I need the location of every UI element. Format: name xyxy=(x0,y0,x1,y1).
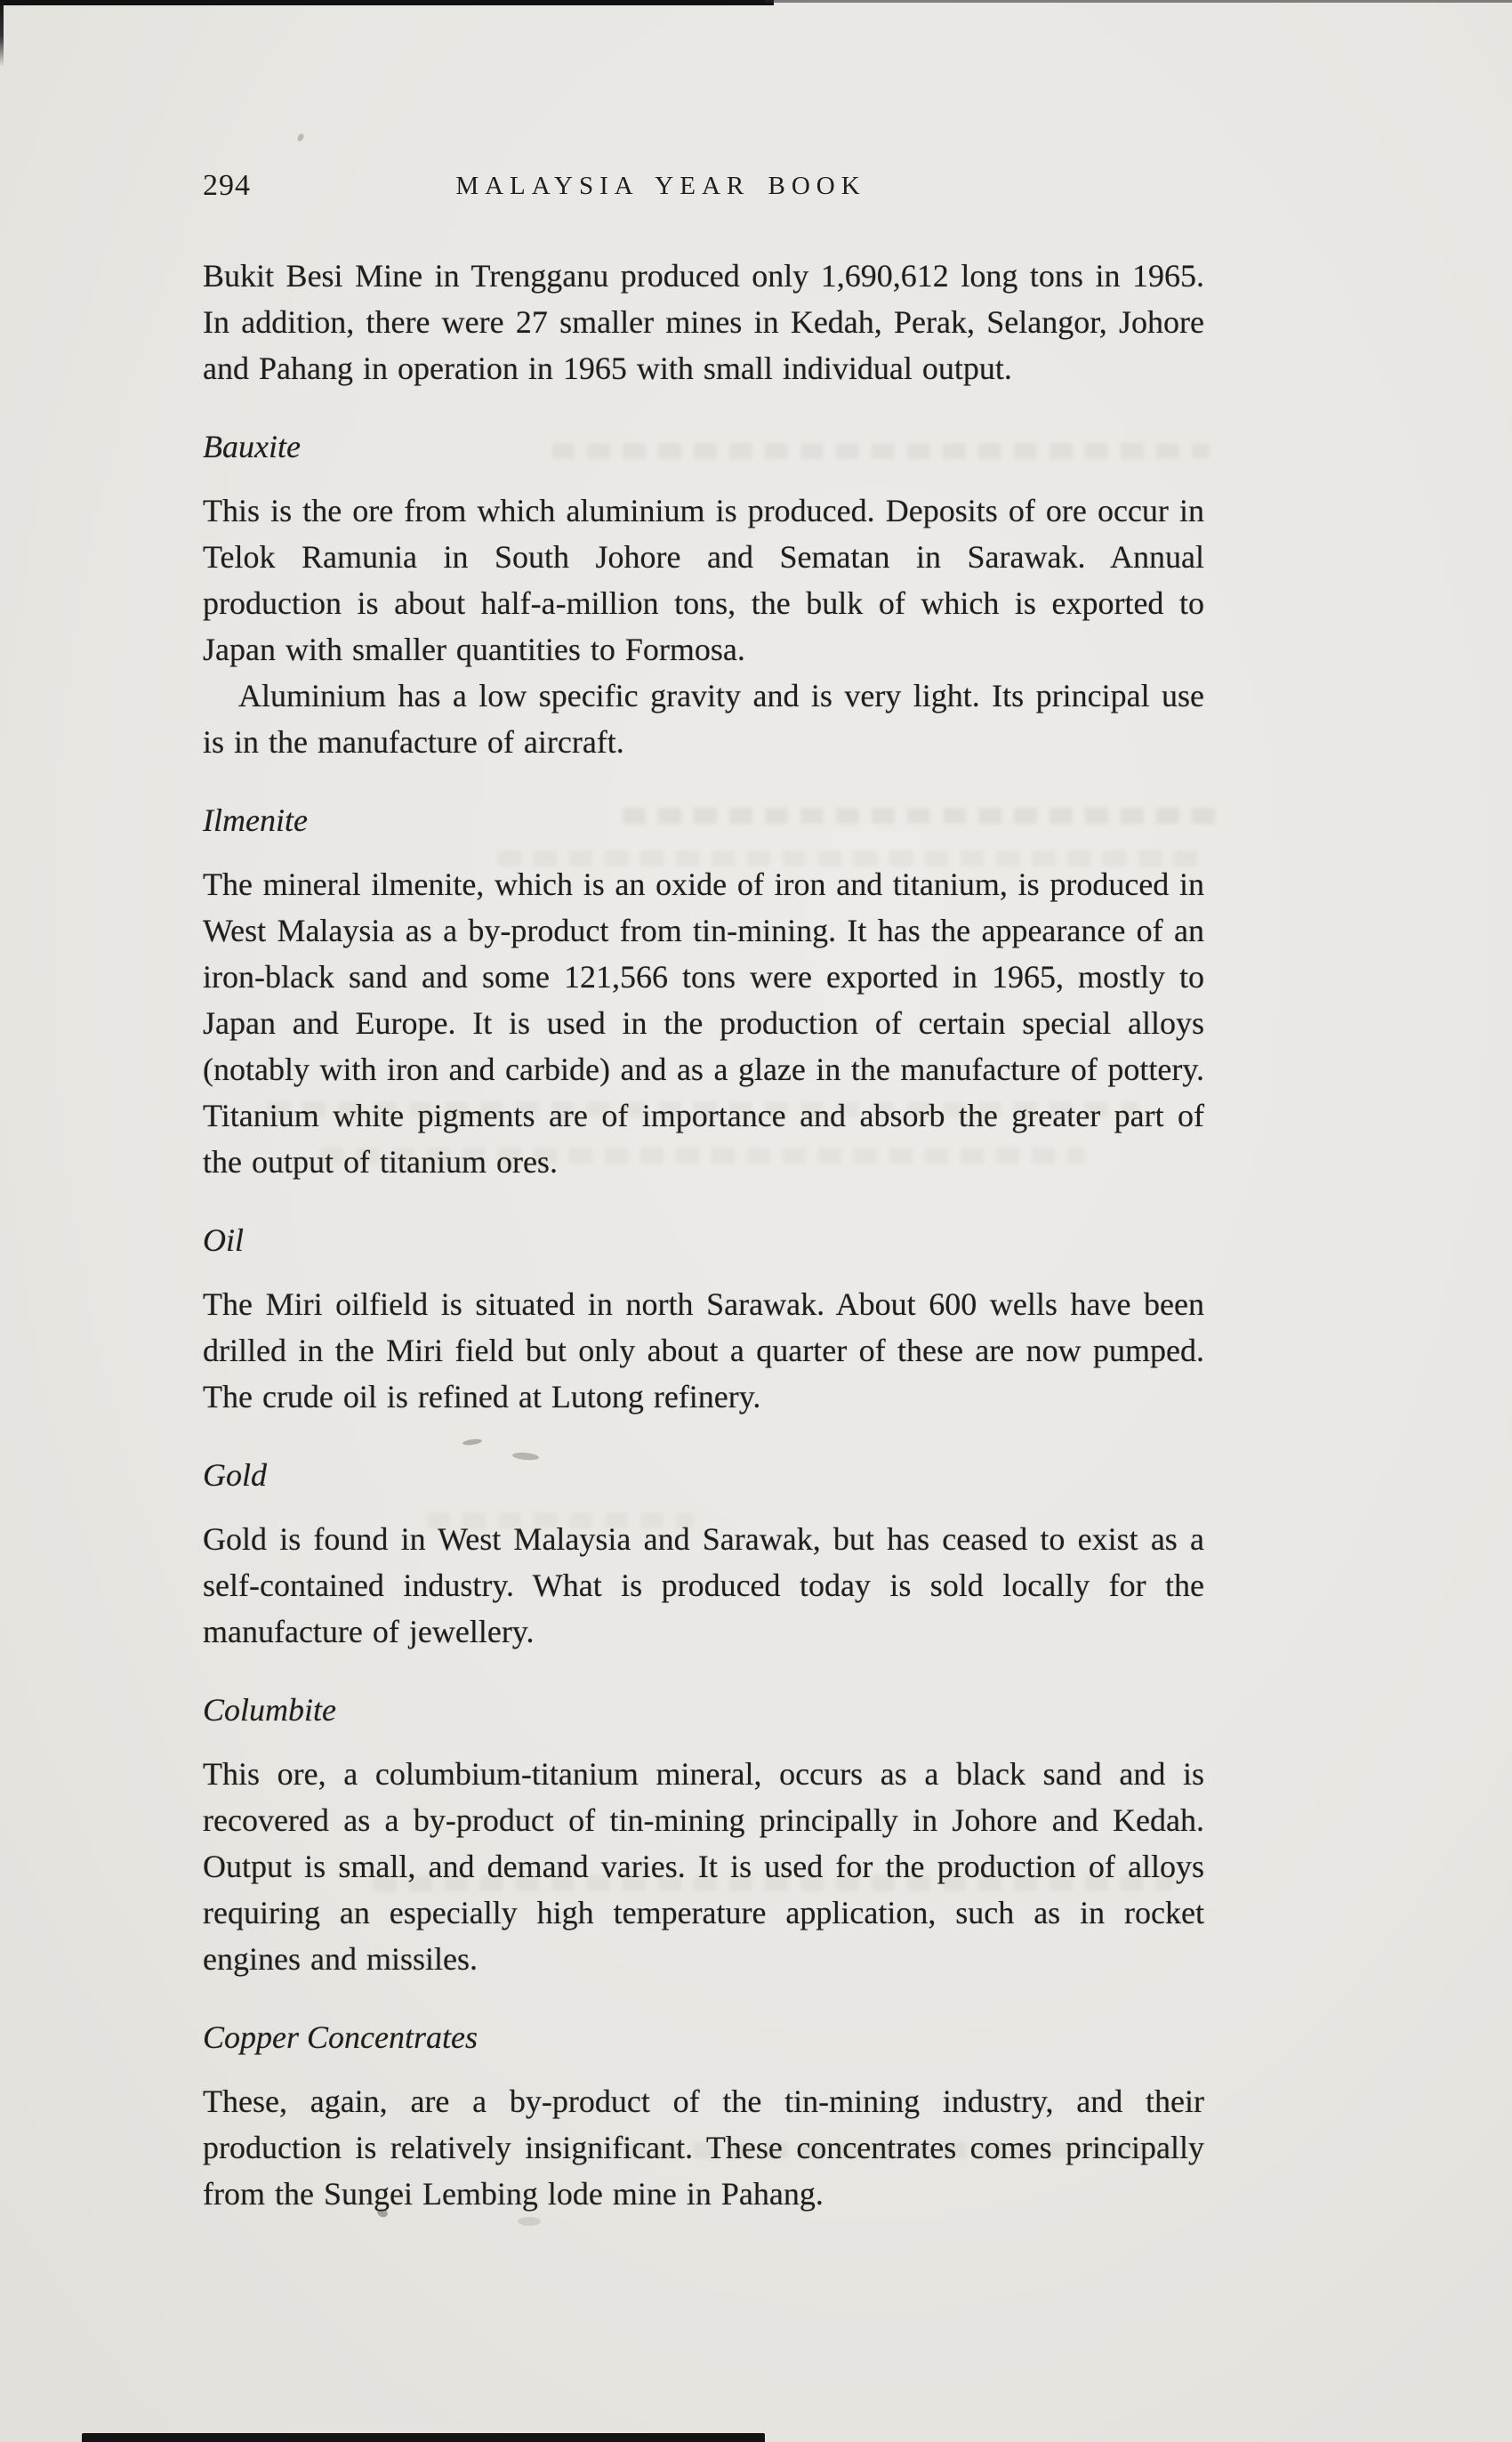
scan-edge-top xyxy=(0,0,774,5)
section-heading: Copper Concentrates xyxy=(203,2019,478,2055)
section-heading: Gold xyxy=(203,1457,267,1493)
paragraph: The mineral ilmenite, which is an oxide of iron and titanium, is produced in West Malaysia as a by-product from tin-mining. It has the appearance of an iron-black sand and some 121,566 tons were exported in 1965, mostly to Japan and Europe. It is used in the production of certain special alloys (notably with iron and carbide) and as a glaze in the manufacture of pottery. Titanium white pigments are of importance and absorb the greater part of the output of titanium ores. xyxy=(203,866,1204,1180)
section-heading: Bauxite xyxy=(203,429,301,464)
mineral-section xyxy=(203,423,1204,765)
mineral-section xyxy=(203,1217,1204,1420)
scan-edge-top-right xyxy=(765,0,1512,3)
pencil-smudge xyxy=(296,133,305,142)
mineral-section xyxy=(203,1452,1204,1655)
paragraph: Gold is found in West Malaysia and Sarawak, but has ceased to exist as a self-contained industry. What is produced today is sold locally for the manufacture of jewellery. xyxy=(203,1521,1204,1649)
pencil-smudge xyxy=(518,2217,541,2226)
page-content xyxy=(203,169,1204,2217)
page-number: 294 xyxy=(203,169,251,202)
scan-edge-left xyxy=(0,0,4,67)
page-body xyxy=(203,253,1204,2217)
paragraph: Aluminium has a low specific gravity and is very light. Its principal use is in the manufacture of aircraft. xyxy=(203,678,1204,760)
mineral-section xyxy=(203,797,1204,1185)
paragraph: This ore, a columbium-titanium mineral, occurs as a black sand and is recovered as a by-product of tin-mining principally in Johore and Kedah. Output is small, and demand varies. It is used for the production of alloys requiring an especially high temperature application, such as in rocket engines and missiles. xyxy=(203,1756,1204,1977)
paragraph: This is the ore from which aluminium is produced. Deposits of ore occur in Telok Ramunia in South Johore and Sematan in Sarawak. Annual production is about half-a-million tons, the bulk of which is exported to Japan with smaller quantities to Formosa. xyxy=(203,493,1204,667)
running-header xyxy=(203,169,1204,206)
paragraph: The Miri oilfield is situated in north Sarawak. About 600 wells have been drilled in the Miri field but only about a quarter of these are now pumped. The crude oil is refined at Lutong refinery. xyxy=(203,1286,1204,1414)
running-title: MALAYSIA YEAR BOOK xyxy=(455,172,866,200)
section-heading: Ilmenite xyxy=(203,802,308,838)
section-heading: Columbite xyxy=(203,1692,336,1728)
mineral-section xyxy=(203,2014,1204,2217)
sections xyxy=(203,423,1204,2217)
mineral-section xyxy=(203,1687,1204,1982)
scan-edge-bottom xyxy=(82,2433,765,2442)
intro-paragraph: Bukit Besi Mine in Trengganu produced only 1,690,612 long tons in 1965. In addition, there were 27 smaller mines in Kedah, Perak, Selangor, Johore and Pahang in operation in 1965 with small individual output. xyxy=(203,258,1204,386)
paragraph: These, again, are a by-product of the tin-mining industry, and their production is relatively insignificant. These concentrates comes principally from the Sungei Lembing lode mine in Pahang. xyxy=(203,2083,1204,2212)
section-heading: Oil xyxy=(203,1222,245,1258)
